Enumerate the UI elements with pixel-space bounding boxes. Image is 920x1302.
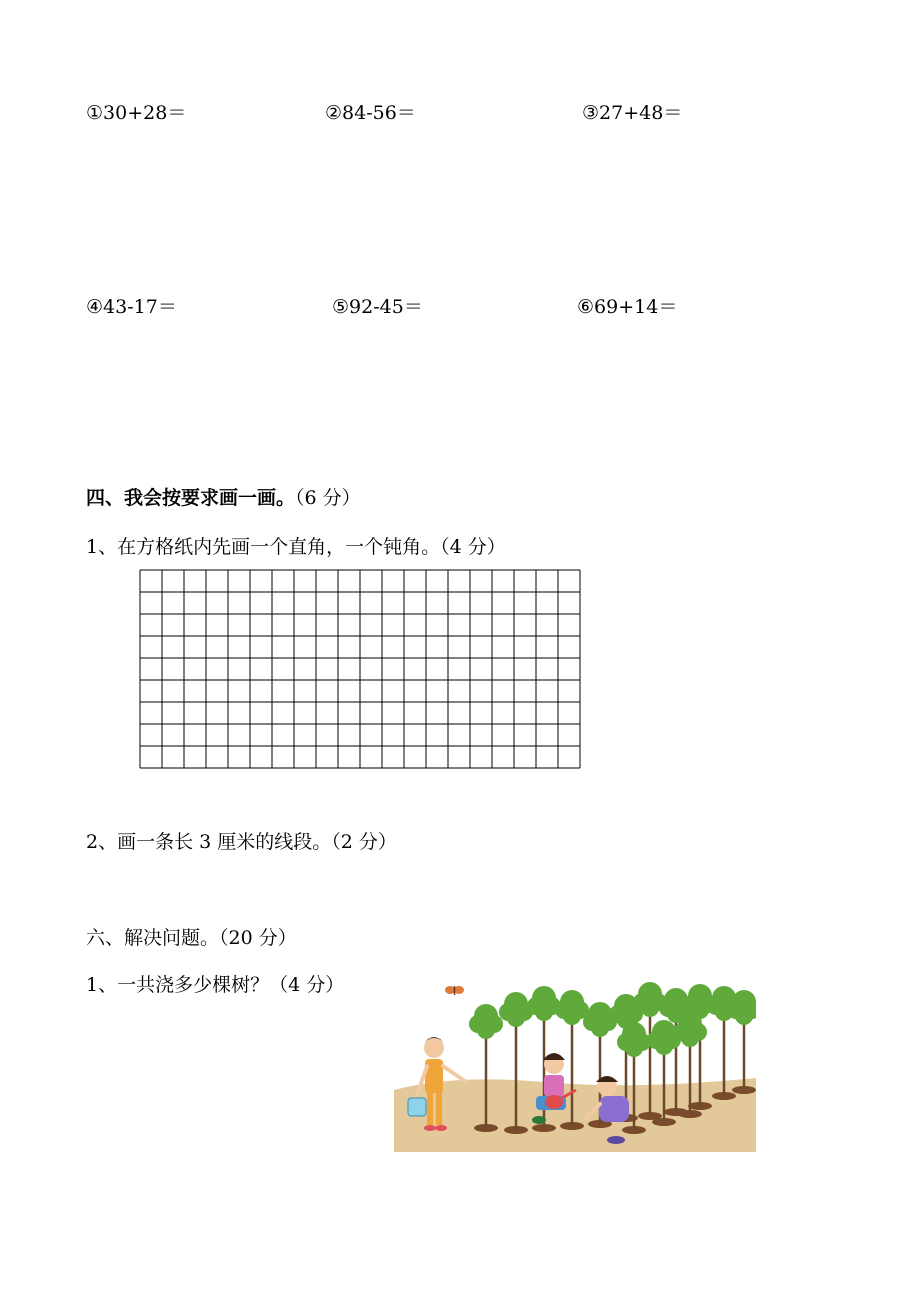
calc-expression: 43-17＝ bbox=[103, 296, 177, 318]
calc-expression: 69+14＝ bbox=[594, 296, 678, 318]
calc-3 bbox=[582, 101, 682, 125]
section-4-question-2: 2、画一条长 3 厘米的线段。（2 分） bbox=[86, 831, 397, 853]
section-6-question-1: 1、一共浇多少棵树？（4 分） bbox=[86, 974, 345, 996]
calc-expression: 30+28＝ bbox=[103, 102, 187, 124]
calc-number: ⑤ bbox=[332, 296, 350, 318]
calc-expression: 84-56＝ bbox=[342, 102, 416, 124]
square-grid-paper[interactable] bbox=[139, 569, 581, 769]
section-6-heading: 六、解决问题。（20 分） bbox=[86, 927, 297, 949]
children-watering-trees-illustration bbox=[394, 978, 756, 1154]
calc-5 bbox=[332, 295, 423, 319]
calc-number: ③ bbox=[582, 102, 600, 124]
section-4-points: （6 分） bbox=[295, 487, 361, 509]
calc-number: ① bbox=[86, 102, 104, 124]
calc-6 bbox=[577, 295, 677, 319]
calc-number: ④ bbox=[86, 296, 104, 318]
calc-4 bbox=[86, 295, 177, 319]
calc-2 bbox=[325, 101, 416, 125]
section-4-question-1: 1、在方格纸内先画一个直角，一个钝角。（4 分） bbox=[86, 536, 506, 558]
calc-number: ② bbox=[325, 102, 343, 124]
section-4-title: 四、我会按要求画一画。 bbox=[86, 487, 296, 509]
calc-expression: 92-45＝ bbox=[349, 296, 423, 318]
calc-expression: 27+48＝ bbox=[599, 102, 683, 124]
calc-number: ⑥ bbox=[577, 296, 595, 318]
calc-1 bbox=[86, 101, 186, 125]
section-4-heading bbox=[86, 486, 361, 510]
